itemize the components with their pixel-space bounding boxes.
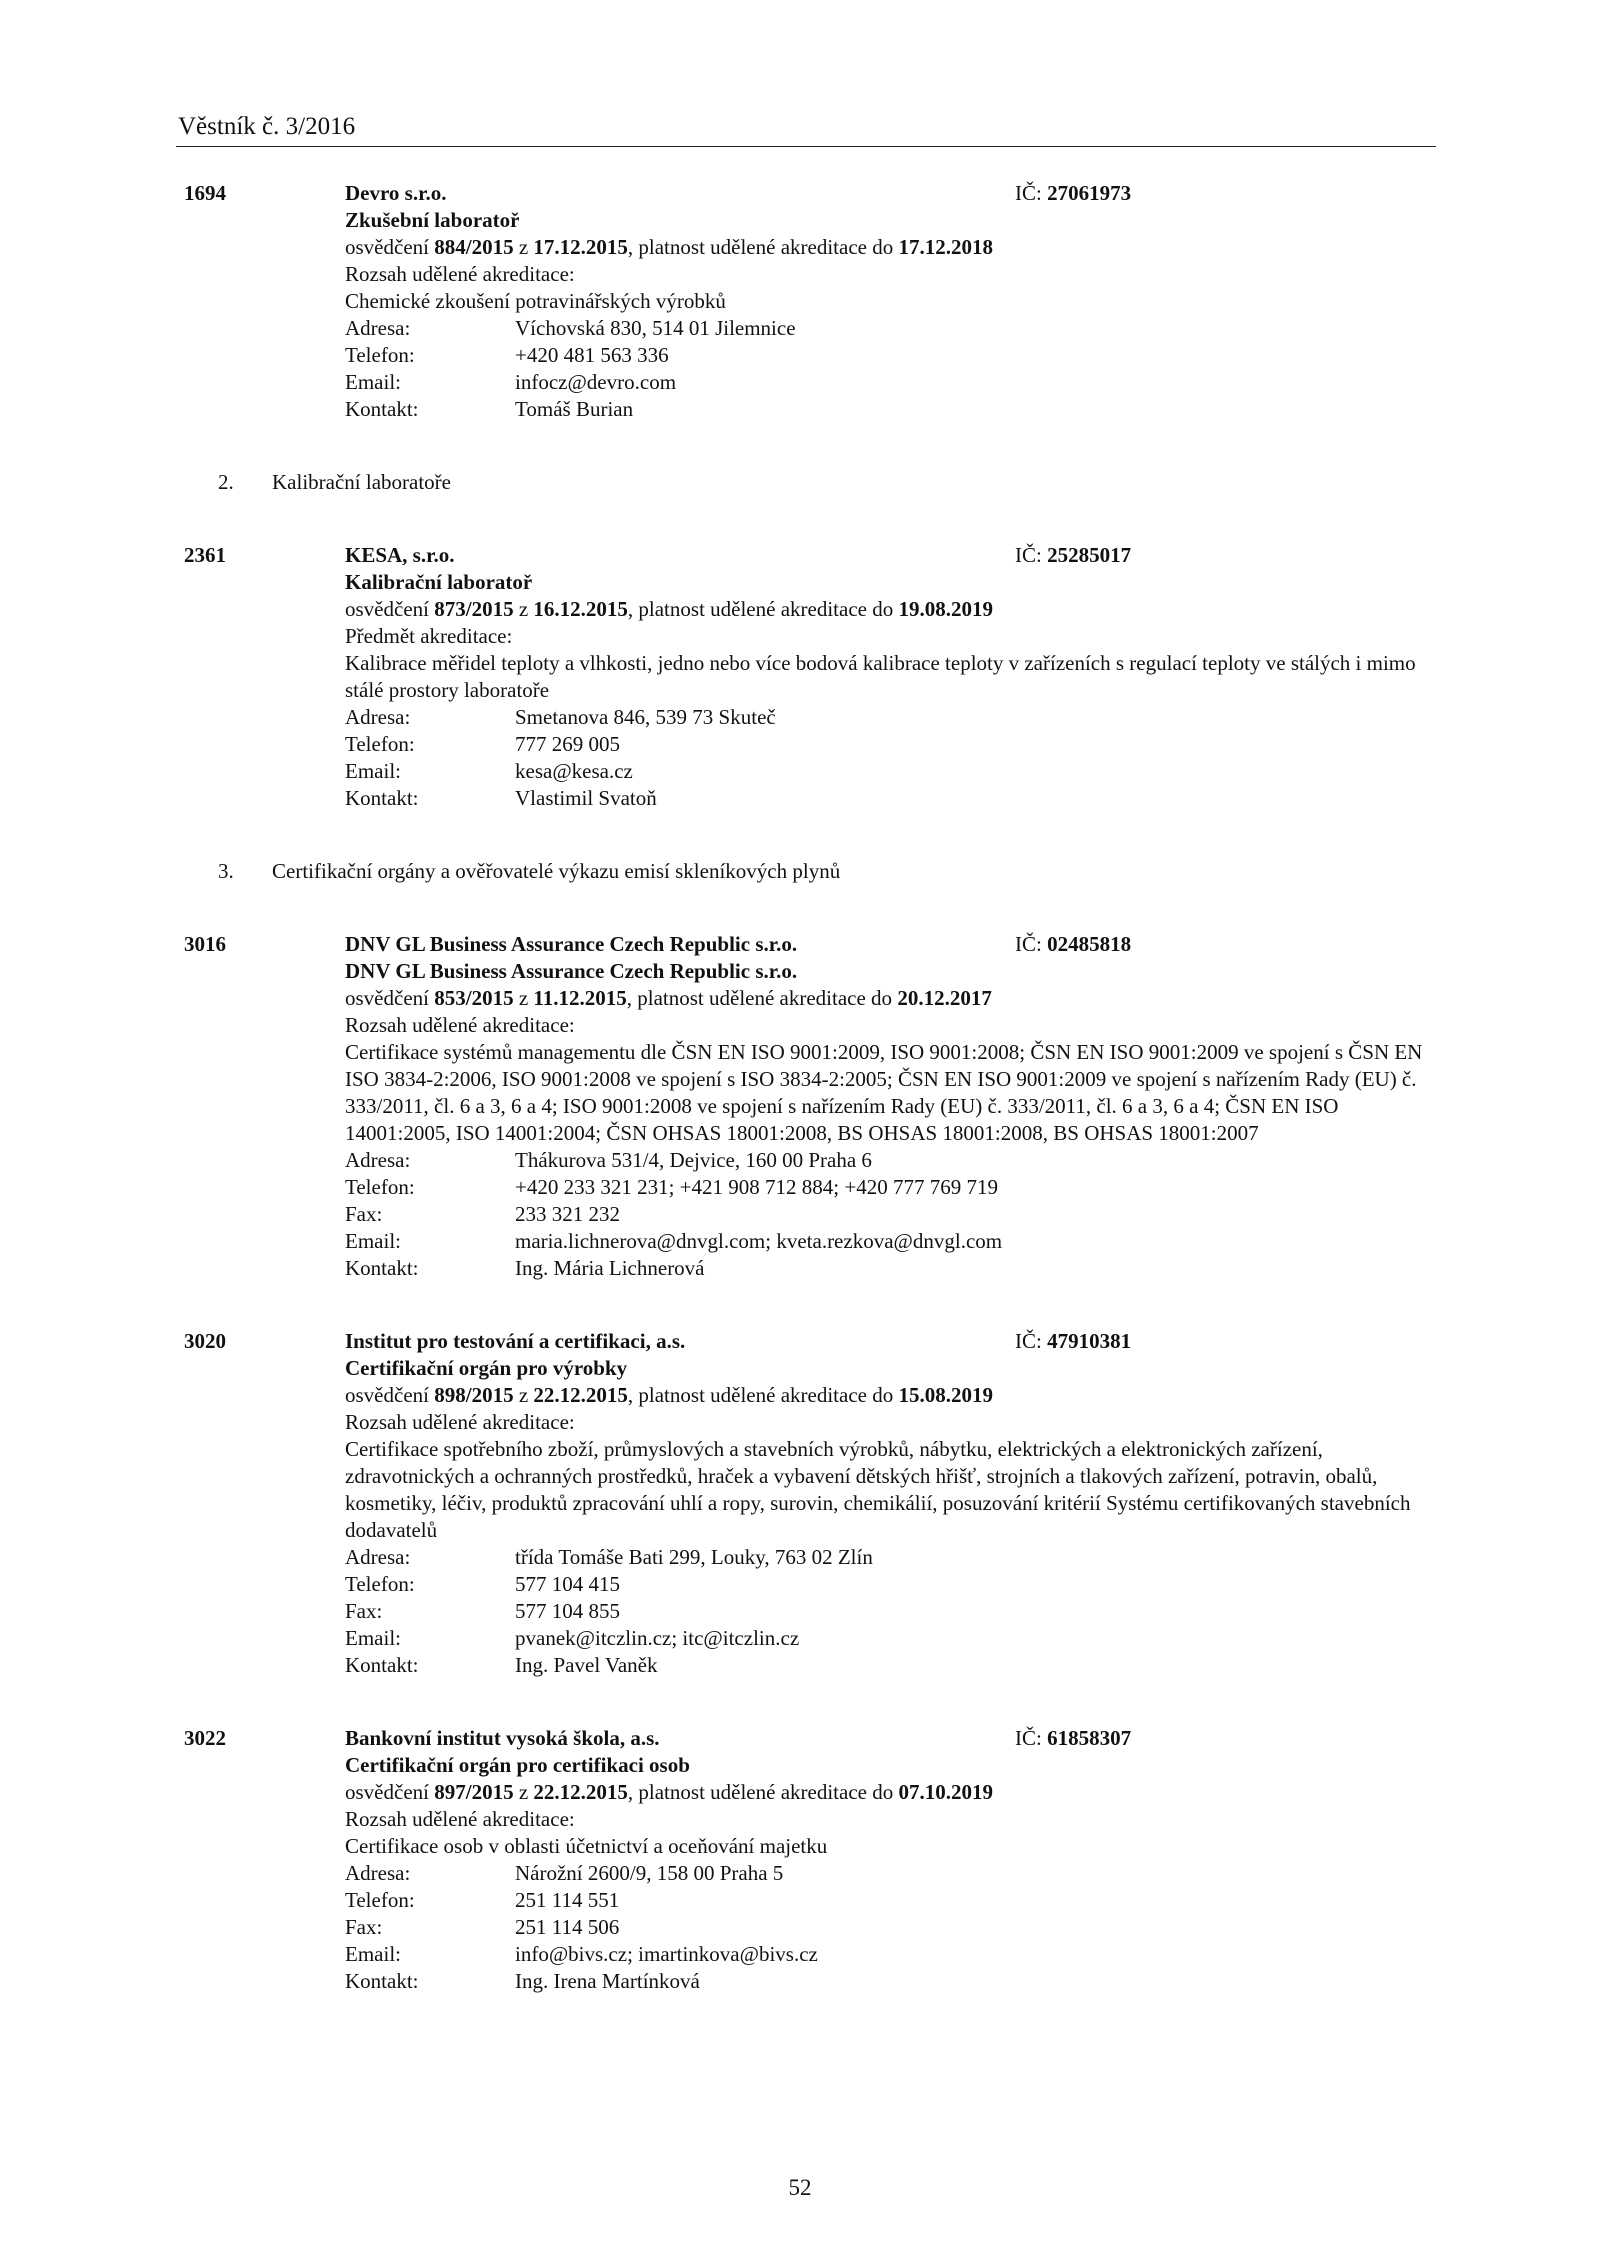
contact-label: Adresa: bbox=[345, 1861, 411, 1885]
contact-block bbox=[345, 1544, 1425, 1679]
scope-label: Rozsah udělené akreditace: bbox=[345, 1013, 575, 1037]
contact-row bbox=[345, 1228, 1425, 1255]
contact-row bbox=[345, 1652, 1425, 1679]
contact-label: Email: bbox=[345, 1229, 401, 1253]
entry-body bbox=[345, 180, 1425, 423]
company-id-label: IČ: bbox=[1015, 543, 1048, 567]
contact-value: Tomáš Burian bbox=[515, 397, 634, 421]
unit-name: DNV GL Business Assurance Czech Republic s.r.o. bbox=[345, 959, 798, 983]
contact-row bbox=[345, 1174, 1425, 1201]
contact-value: Nárožní 2600/9, 158 00 Praha 5 bbox=[515, 1861, 784, 1885]
certificate-date-sep: z bbox=[513, 235, 534, 259]
scope-label: Rozsah udělené akreditace: bbox=[345, 1410, 575, 1434]
certificate-date: 22.12.2015 bbox=[533, 1383, 628, 1407]
certificate-line bbox=[345, 234, 1425, 261]
certificate-date: 17.12.2015 bbox=[533, 235, 628, 259]
validity-text: , platnost udělené akreditace do bbox=[627, 1780, 899, 1804]
entry-body bbox=[345, 1328, 1425, 1679]
contact-value: infocz@devro.com bbox=[515, 370, 677, 394]
contact-value: 577 104 855 bbox=[515, 1599, 620, 1623]
contact-row bbox=[345, 1598, 1425, 1625]
contact-row bbox=[345, 342, 1425, 369]
journal-title: Věstník č. 3/2016 bbox=[178, 113, 356, 140]
entry-body bbox=[345, 542, 1425, 812]
contact-label: Fax: bbox=[345, 1599, 383, 1623]
contact-value: kesa@kesa.cz bbox=[515, 759, 633, 783]
section-heading-calibration bbox=[218, 469, 1600, 496]
unit-name: Zkušební laboratoř bbox=[345, 208, 520, 232]
contact-value: Víchovská 830, 514 01 Jilemnice bbox=[515, 316, 796, 340]
contact-label: Email: bbox=[345, 370, 401, 394]
certificate-prefix: osvědčení bbox=[345, 597, 435, 621]
contact-row bbox=[345, 1544, 1425, 1571]
company-id bbox=[1015, 1328, 1131, 1355]
contact-row bbox=[345, 1914, 1425, 1941]
entry-heading bbox=[345, 180, 1425, 207]
scope-label: Předmět akreditace: bbox=[345, 624, 513, 648]
certificate-number: 853/2015 bbox=[434, 986, 514, 1010]
section-title: Certifikační orgány a ověřovatelé výkazu emisí skleníkových plynů bbox=[272, 859, 841, 883]
contact-row bbox=[345, 1201, 1425, 1228]
accreditation-entry bbox=[0, 1725, 1600, 1995]
contact-value: Ing. Pavel Vaněk bbox=[515, 1653, 658, 1677]
contact-label: Adresa: bbox=[345, 1148, 411, 1172]
contact-row bbox=[345, 369, 1425, 396]
contact-value: Ing. Mária Lichnerová bbox=[515, 1256, 705, 1280]
entry-number: 3022 bbox=[184, 1726, 226, 1750]
organization-name: Institut pro testování a certifikaci, a.s. bbox=[345, 1329, 686, 1353]
certificate-prefix: osvědčení bbox=[345, 986, 435, 1010]
contact-row bbox=[345, 758, 1425, 785]
entry-number: 3016 bbox=[184, 932, 226, 956]
certificate-date-sep: z bbox=[513, 1383, 534, 1407]
page-number: 52 bbox=[788, 2175, 812, 2200]
certificate-date: 22.12.2015 bbox=[533, 1780, 628, 1804]
scope-label: Rozsah udělené akreditace: bbox=[345, 1807, 575, 1831]
contact-row bbox=[345, 731, 1425, 758]
certificate-line bbox=[345, 1779, 1425, 1806]
contact-value: info@bivs.cz; imartinkova@bivs.cz bbox=[515, 1942, 818, 1966]
contact-row bbox=[345, 1625, 1425, 1652]
company-id-value: 47910381 bbox=[1047, 1329, 1132, 1353]
contact-block bbox=[345, 704, 1425, 812]
scope-text: Certifikace systémů managementu dle ČSN EN ISO 9001:2009, ISO 9001:2008; ČSN EN ISO 9001:2009 ve spojení s ČSN EN ISO 3834-2:2006, ISO 9001:2008 ve spojení s ISO 3834-2:2005; ČSN EN ISO 9001:2009 ve spojení s nařízením Rady (EU) č. 333/2011, čl. 6 a 3, 6 a 4; ISO 9001:2008 ve spojení s nařízením Rady (EU) č. 333/2011, čl. 6 a 3, 6 a 4; ČSN EN ISO 14001:2005, ISO 14001:2004; ČSN OHSAS 18001:2008, BS OHSAS 18001:2008, BS OHSAS 18001:2007 bbox=[345, 1040, 1423, 1145]
organization-name: Devro s.r.o. bbox=[345, 181, 447, 205]
organization-name: KESA, s.r.o. bbox=[345, 543, 455, 567]
valid-until-date: 20.12.2017 bbox=[897, 986, 992, 1010]
certificate-number: 898/2015 bbox=[434, 1383, 514, 1407]
accreditation-entry bbox=[0, 1328, 1600, 1679]
entry-number: 3020 bbox=[184, 1329, 226, 1353]
accreditation-entry bbox=[0, 931, 1600, 1282]
contact-label: Kontakt: bbox=[345, 786, 419, 810]
section-number: 2. bbox=[218, 470, 234, 494]
contact-row bbox=[345, 1887, 1425, 1914]
validity-text: , platnost udělené akreditace do bbox=[627, 235, 899, 259]
certificate-number: 884/2015 bbox=[434, 235, 514, 259]
entry-heading bbox=[345, 931, 1425, 958]
contact-block bbox=[345, 1147, 1425, 1282]
valid-until-date: 07.10.2019 bbox=[898, 1780, 993, 1804]
certificate-prefix: osvědčení bbox=[345, 235, 435, 259]
contact-label: Kontakt: bbox=[345, 1969, 419, 1993]
contact-row bbox=[345, 785, 1425, 812]
contact-label: Kontakt: bbox=[345, 397, 419, 421]
contact-value: Smetanova 846, 539 73 Skuteč bbox=[515, 705, 776, 729]
section-number: 3. bbox=[218, 859, 234, 883]
entry-heading bbox=[345, 1328, 1425, 1355]
contact-label: Adresa: bbox=[345, 1545, 411, 1569]
scope-text: Kalibrace měřidel teploty a vlhkosti, jedno nebo více bodová kalibrace teploty v zařízeních s regulací teploty ve stálých i mimo stálé prostory laboratoře bbox=[345, 651, 1416, 702]
validity-text: , platnost udělené akreditace do bbox=[627, 597, 899, 621]
organization-name: Bankovní institut vysoká škola, a.s. bbox=[345, 1726, 660, 1750]
scope-text: Certifikace spotřebního zboží, průmyslových a stavebních výrobků, nábytku, elektrických a elektronických zařízení, zdravotnických a ochranných prostředků, hraček a vybavení dětských hřišť, strojních a tlakových zařízení, potravin, obalů, kosmetiky, léčiv, produktů zpracování uhlí a ropy, surovin, chemikálií, posuzování kritérií Systému certifikovaných stavebních dodavatelů bbox=[345, 1437, 1411, 1542]
unit-name: Kalibrační laboratoř bbox=[345, 570, 533, 594]
contact-value: +420 233 321 231; +421 908 712 884; +420 777 769 719 bbox=[515, 1175, 998, 1199]
company-id-label: IČ: bbox=[1015, 181, 1048, 205]
contact-label: Telefon: bbox=[345, 1175, 415, 1199]
company-id-value: 25285017 bbox=[1047, 543, 1132, 567]
contact-label: Telefon: bbox=[345, 343, 415, 367]
entry-body bbox=[345, 1725, 1425, 1995]
company-id bbox=[1015, 931, 1131, 958]
contact-row bbox=[345, 1941, 1425, 1968]
validity-text: , platnost udělené akreditace do bbox=[627, 1383, 899, 1407]
certificate-prefix: osvědčení bbox=[345, 1383, 435, 1407]
contact-row bbox=[345, 1860, 1425, 1887]
company-id bbox=[1015, 180, 1131, 207]
entry-heading bbox=[345, 542, 1425, 569]
certificate-line bbox=[345, 1382, 1425, 1409]
contact-value: 777 269 005 bbox=[515, 732, 620, 756]
entries-group-calibration bbox=[0, 542, 1600, 812]
company-id bbox=[1015, 542, 1131, 569]
contact-label: Email: bbox=[345, 759, 401, 783]
contact-row bbox=[345, 704, 1425, 731]
accreditation-entry bbox=[0, 180, 1600, 423]
entries-group-certification bbox=[0, 931, 1600, 1995]
contact-label: Telefon: bbox=[345, 1572, 415, 1596]
validity-text: , platnost udělené akreditace do bbox=[626, 986, 898, 1010]
company-id-value: 27061973 bbox=[1047, 181, 1132, 205]
entry-body bbox=[345, 931, 1425, 1282]
contact-row bbox=[345, 1147, 1425, 1174]
valid-until-date: 19.08.2019 bbox=[898, 597, 993, 621]
certificate-date: 16.12.2015 bbox=[533, 597, 628, 621]
contact-value: 251 114 506 bbox=[515, 1915, 620, 1939]
valid-until-date: 17.12.2018 bbox=[898, 235, 993, 259]
contact-value: Ing. Irena Martínková bbox=[515, 1969, 700, 1993]
scope-text: Chemické zkoušení potravinářských výrobků bbox=[345, 289, 726, 313]
certificate-date-sep: z bbox=[513, 986, 534, 1010]
certificate-line bbox=[345, 985, 1425, 1012]
page-header bbox=[176, 112, 1436, 147]
certificate-number: 873/2015 bbox=[434, 597, 514, 621]
contact-label: Email: bbox=[345, 1942, 401, 1966]
contact-value: třída Tomáše Bati 299, Louky, 763 02 Zlín bbox=[515, 1545, 873, 1569]
contact-value: 577 104 415 bbox=[515, 1572, 620, 1596]
company-id-value: 61858307 bbox=[1047, 1726, 1132, 1750]
certificate-line bbox=[345, 596, 1425, 623]
contact-label: Kontakt: bbox=[345, 1653, 419, 1677]
section-title: Kalibrační laboratoře bbox=[272, 470, 451, 494]
entry-number: 1694 bbox=[184, 181, 226, 205]
organization-name: DNV GL Business Assurance Czech Republic s.r.o. bbox=[345, 932, 798, 956]
contact-value: +420 481 563 336 bbox=[515, 343, 669, 367]
contact-row bbox=[345, 1255, 1425, 1282]
contact-label: Adresa: bbox=[345, 705, 411, 729]
unit-name: Certifikační orgán pro certifikaci osob bbox=[345, 1753, 690, 1777]
contact-row bbox=[345, 1571, 1425, 1598]
scope-label: Rozsah udělené akreditace: bbox=[345, 262, 575, 286]
scope-text: Certifikace osob v oblasti účetnictví a oceňování majetku bbox=[345, 1834, 828, 1858]
company-id-label: IČ: bbox=[1015, 932, 1048, 956]
certificate-prefix: osvědčení bbox=[345, 1780, 435, 1804]
certificate-date-sep: z bbox=[513, 597, 534, 621]
certificate-date: 11.12.2015 bbox=[533, 986, 627, 1010]
contact-value: 251 114 551 bbox=[515, 1888, 620, 1912]
section-heading-certification bbox=[218, 858, 1600, 885]
contact-label: Email: bbox=[345, 1626, 401, 1650]
certificate-date-sep: z bbox=[513, 1780, 534, 1804]
contact-value: 233 321 232 bbox=[515, 1202, 620, 1226]
company-id-value: 02485818 bbox=[1047, 932, 1132, 956]
contact-block bbox=[345, 1860, 1425, 1995]
contact-label: Fax: bbox=[345, 1202, 383, 1226]
accreditation-entry bbox=[0, 542, 1600, 812]
company-id bbox=[1015, 1725, 1131, 1752]
contact-row bbox=[345, 1968, 1425, 1995]
unit-name: Certifikační orgán pro výrobky bbox=[345, 1356, 628, 1380]
contact-label: Telefon: bbox=[345, 732, 415, 756]
header-divider bbox=[176, 146, 1436, 147]
contact-value: Thákurova 531/4, Dejvice, 160 00 Praha 6 bbox=[515, 1148, 872, 1172]
contact-label: Adresa: bbox=[345, 316, 411, 340]
contact-label: Telefon: bbox=[345, 1888, 415, 1912]
contact-row bbox=[345, 396, 1425, 423]
contact-row bbox=[345, 315, 1425, 342]
contact-block bbox=[345, 315, 1425, 423]
page-content bbox=[0, 180, 1600, 2041]
contact-label: Kontakt: bbox=[345, 1256, 419, 1280]
entries-group-testing bbox=[0, 180, 1600, 423]
entry-number: 2361 bbox=[184, 543, 226, 567]
contact-value: Vlastimil Svatoň bbox=[515, 786, 657, 810]
contact-value: pvanek@itczlin.cz; itc@itczlin.cz bbox=[515, 1626, 800, 1650]
contact-value: maria.lichnerova@dnvgl.com; kveta.rezkova@dnvgl.com bbox=[515, 1229, 1003, 1253]
company-id-label: IČ: bbox=[1015, 1726, 1048, 1750]
entry-heading bbox=[345, 1725, 1425, 1752]
valid-until-date: 15.08.2019 bbox=[898, 1383, 993, 1407]
certificate-number: 897/2015 bbox=[434, 1780, 514, 1804]
contact-label: Fax: bbox=[345, 1915, 383, 1939]
company-id-label: IČ: bbox=[1015, 1329, 1048, 1353]
